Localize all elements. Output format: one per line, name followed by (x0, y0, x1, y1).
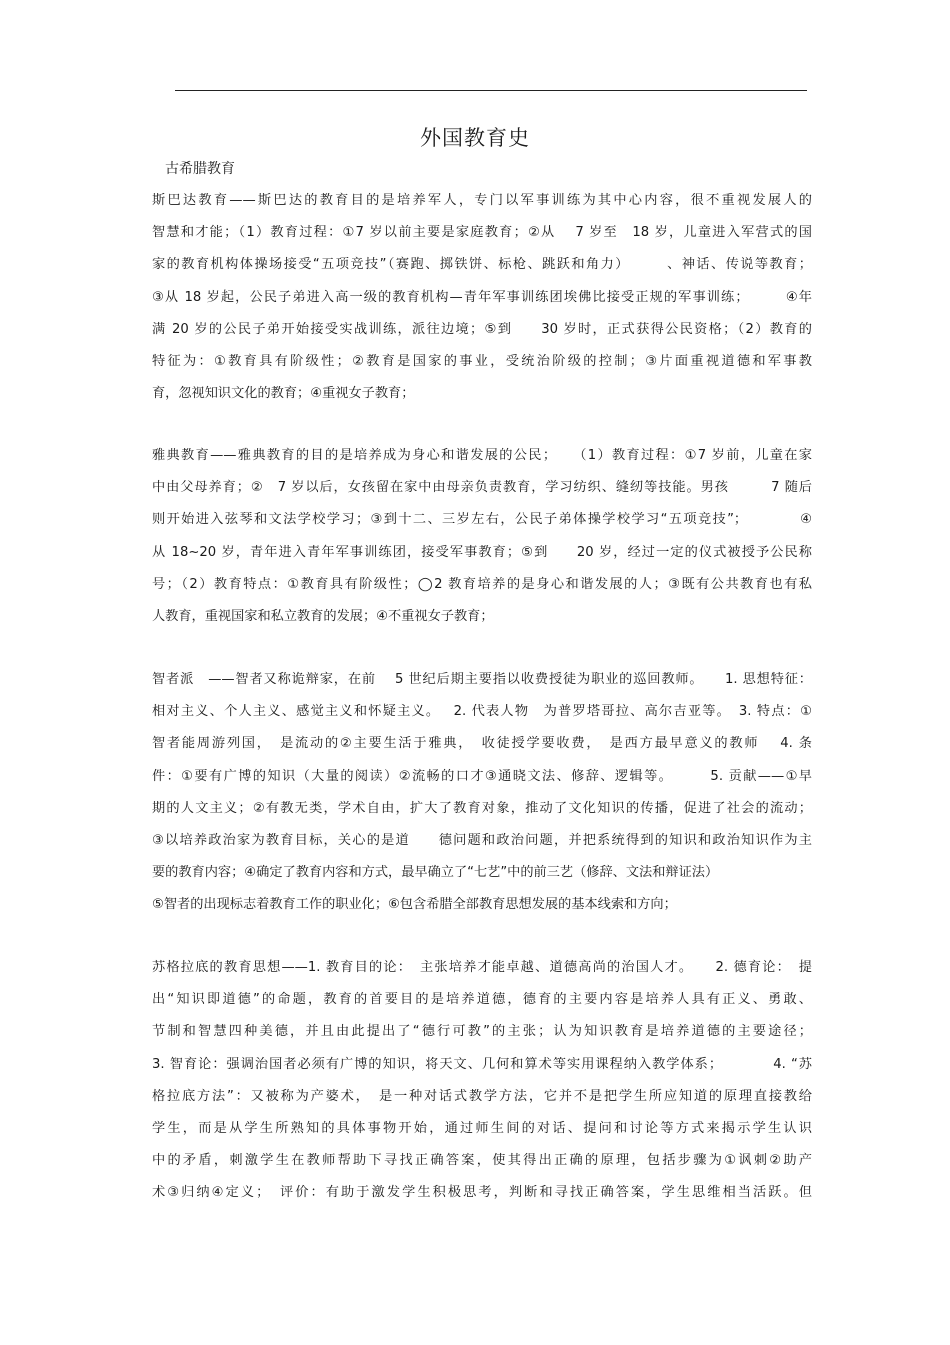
text-line: 学生，而是从学生所熟知的具体事物开始，通过师生间的对话、提问和讨论等方式来揭示学生认识 (152, 1120, 812, 1136)
text-line: 苏格拉底的教育思想——1. 教育目的论： 主张培养才能卓越、道德高尚的治国人才。 2. 德育论： 提 (152, 960, 812, 975)
text-line: ③以培养政治家为教育目标，关心的是道 德问题和政治问题，并把系统得到的知识和政治知识作为主 (152, 832, 812, 848)
chapter-heading: 古希腊教育 (165, 161, 235, 177)
text-line: 智慧和才能；（1）教育过程：①7 岁以前主要是家庭教育；②从 7 岁至 18 岁，儿童进入军营式的国 (152, 225, 812, 241)
text-line: 斯巴达教育——斯巴达的教育目的是培养军人，专门以军事训练为其中心内容，很不重视发展人的 (152, 193, 812, 208)
text-line: 智者能周游列国， 是流动的②主要生活于雅典， 收徒授学要收费， 是西方最早意义的教师 4. 条 (152, 736, 812, 752)
header-rule (175, 90, 807, 91)
text-line: 育，忽视知识文化的教育；④重视女子教育； (152, 386, 415, 402)
section-sparta (152, 185, 812, 410)
text-line: 出“知识即道德”的命题，教育的首要目的是培养道德，德育的主要内容是培养人具有正义、勇敢、 (152, 992, 812, 1008)
text-line: 件：①要有广博的知识（大量的阅读）②流畅的口才③通晓文法、修辞、逻辑等。 5. 贡献——①早 (152, 768, 812, 784)
text-line: 家的教育机构体操场接受“五项竞技”（赛跑、掷铁饼、标枪、跳跃和角力） 、神话、传说等教育； (152, 257, 812, 273)
text-line: 期的人文主义；②有教无类，学术自由，扩大了教育对象，推动了文化知识的传播，促进了社会的流动； (152, 800, 812, 816)
text-line: ③从 18 岁起，公民子弟进入高一级的教育机构—青年军事训练团埃佛比接受正规的军事训练； ④年 (152, 289, 812, 305)
text-line: 满 20 岁的公民子弟开始接受实战训练，派往边境；⑤到 30 岁时，正式获得公民资格；（2）教育的 (152, 321, 812, 337)
text-line: 特征为：①教育具有阶级性；②教育是国家的事业，受统治阶级的控制；③片面重视道德和军事教 (152, 353, 812, 369)
text-line: 人教育，重视国家和私立教育的发展；④不重视女子教育； (152, 608, 494, 624)
section-athens (152, 440, 812, 633)
text-line: 3. 智育论：强调治国者必须有广博的知识，将天文、几何和算术等实用课程纳入教学体系； 4. “苏 (152, 1056, 812, 1072)
section-sophists (152, 664, 812, 922)
page-title: 外国教育史 (420, 126, 530, 150)
text-line: 相对主义、个人主义、感觉主义和怀疑主义。 2. 代表人物 为普罗塔哥拉、高尔吉亚等。 3. 特点：① (152, 704, 812, 720)
text-line: 术③归纳④定义； 评价：有助于激发学生积极思考，判断和寻找正确答案，学生思维相当活跃。但 (152, 1185, 812, 1201)
text-line: 中由父母养育；② 7 岁以后，女孩留在家中由母亲负责教育，学习纺织、缝纫等技能。男孩 7 随后 (152, 480, 812, 496)
text-line: 则开始进入弦琴和文法学校学习；③到十二、三岁左右，公民子弟体操学校学习“五项竞技”； ④ (152, 512, 812, 528)
text-line: 从 18~20 岁，青年进入青年军事训练团，接受军事教育；⑤到 20 岁，经过一定的仪式被授予公民称 (152, 544, 812, 560)
text-line: 节制和智慧四种美德，并且由此提出了“德行可教”的主张；认为知识教育是培养道德的主要途径； (152, 1024, 812, 1040)
text-line: 智者派 ——智者又称诡辩家，在前 5 世纪后期主要指以收费授徒为职业的巡回教师。 1. 思想特征： (152, 672, 812, 687)
text-line: 格拉底方法”：又被称为产婆术， 是一种对话式教学方法，它并不是把学生所应知道的原理直接教给 (152, 1088, 812, 1104)
section-socrates (152, 952, 812, 1210)
text-line: 中的矛盾，刺激学生在教师帮助下寻找正确答案，使其得出正确的原理，包括步骤为①讽刺②助产 (152, 1153, 812, 1169)
text-line: 雅典教育——雅典教育的目的是培养成为身心和谐发展的公民； （1）教育过程：①7 岁前，儿童在家 (152, 448, 812, 463)
text-line: 要的教育内容；④确定了教育内容和方式，最早确立了“七艺”中的前三艺（修辞、文法和辩证法） (152, 865, 719, 881)
text-line: 号；（2）教育特点：①教育具有阶级性；◯2 教育培养的是身心和谐发展的人；③既有公共教育也有私 (152, 576, 812, 592)
text-line: ⑤智者的出现标志着教育工作的职业化；⑥包含希腊全部教育思想发展的基本线索和方向； (152, 897, 677, 913)
